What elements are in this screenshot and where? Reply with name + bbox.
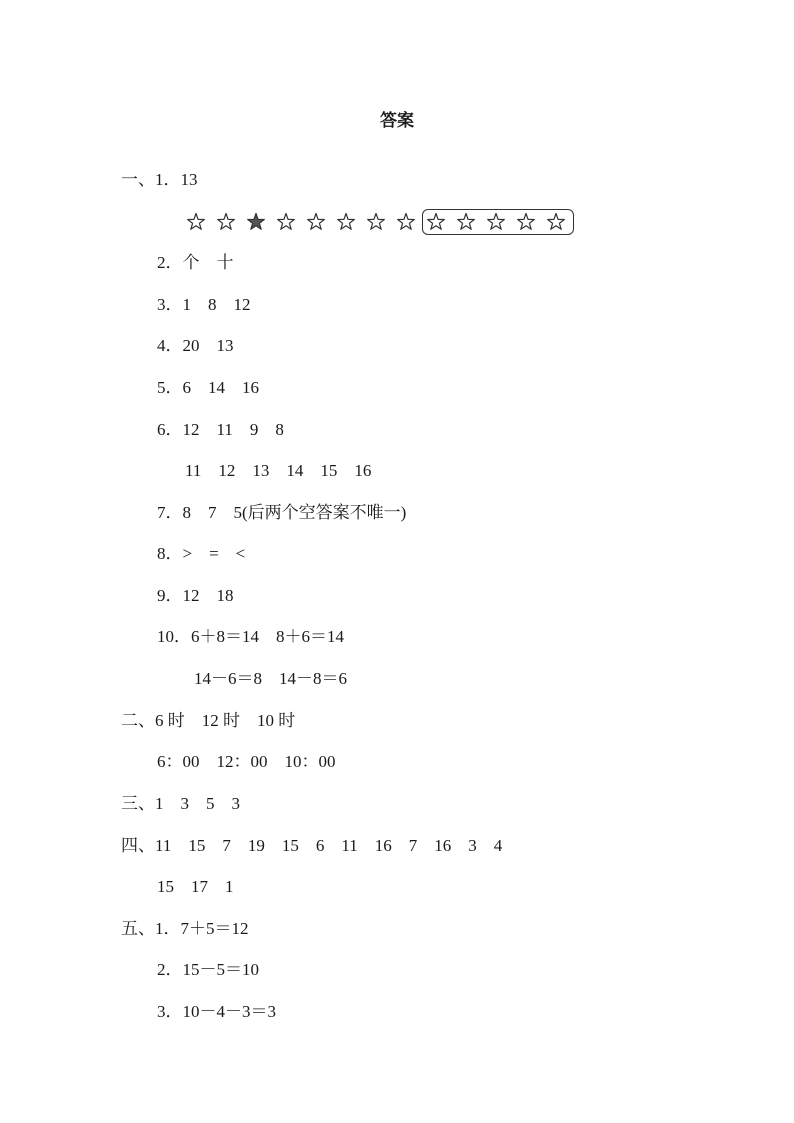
answer-line-3: 3．1 8 12: [157, 295, 251, 314]
shaded-star-icon: [246, 212, 266, 232]
answer-line-4: 4．20 13: [157, 336, 234, 355]
section-3-line: 三、1 3 5 3: [121, 794, 240, 813]
section-5-line-2: 2．15－5＝10: [157, 960, 259, 979]
answer-line-10: 10．6＋8＝14 8＋6＝14: [157, 627, 344, 646]
star-icon: [306, 212, 326, 232]
section-4-line: 四、11 15 7 19 15 6 11 16 7 16 3 4: [121, 836, 503, 855]
answer-line-7: 7．8 7 5(后两个空答案不唯一): [157, 503, 407, 522]
answer-line-5: 5．6 14 16: [157, 378, 259, 397]
section-5-line-1: 五、1．7＋5＝12: [121, 919, 249, 938]
star-icon: [276, 212, 296, 232]
section-2-line-continued: 6：00 12：00 10：00: [157, 752, 336, 771]
page-title: 答案: [380, 111, 414, 130]
answer-line-6: 6．12 11 9 8: [157, 420, 284, 439]
star-icon: [216, 212, 236, 232]
section-4-line-continued: 15 17 1: [157, 877, 234, 896]
answer-line-10-continued: 14－6＝8 14－8＝6: [194, 669, 347, 688]
answer-line-8: 8．> = <: [157, 544, 246, 563]
star-icon: [546, 212, 566, 232]
answer-line-9: 9．12 18: [157, 586, 234, 605]
section-2-line: 二、6 时 12 时 10 时: [121, 711, 296, 730]
star-icon: [336, 212, 356, 232]
star-icon: [186, 212, 206, 232]
star-icon: [426, 212, 446, 232]
star-icon: [396, 212, 416, 232]
star-icon: [516, 212, 536, 232]
answer-line-6-continued: 11 12 13 14 15 16: [185, 461, 372, 480]
section-5-line-3: 3．10－4－3＝3: [157, 1002, 276, 1021]
star-icon: [366, 212, 386, 232]
answer-line-2: 2．个 十: [157, 253, 234, 272]
star-icon: [486, 212, 506, 232]
answer-line-1: 一、1．13: [121, 170, 198, 189]
star-icon: [456, 212, 476, 232]
